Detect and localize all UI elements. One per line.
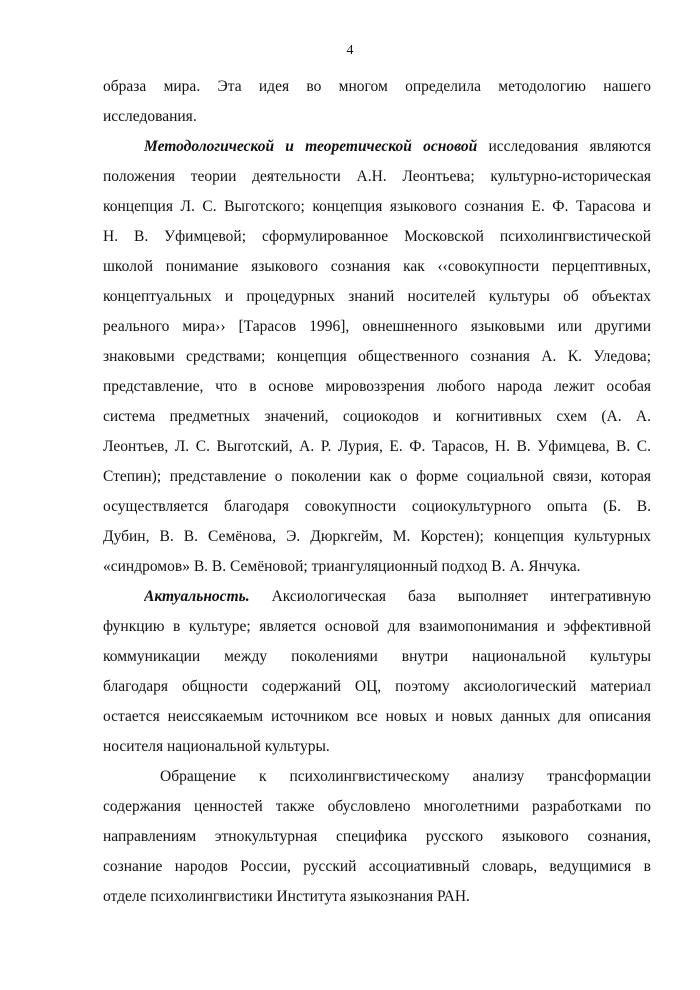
paragraph-2-line-2: положения теории деятельности А.Н. Леонтьева; культурно-историческая [103,168,651,185]
paragraph-2-line-10: система предметных значений, социокодов и когнитивных схем (А. А. [103,408,651,425]
paragraph-1-line-1: образа мира. Эта идея во многом определила методологию нашего [103,78,651,95]
paragraph-3-line-6: носителя национальной культуры. [103,738,330,755]
page-number: 4 [346,43,354,58]
paragraph-2-line-5: школой понимание языкового сознания как ‹‹совокупности перцептивных, [103,258,651,275]
paragraph-4-line-2: содержания ценностей также обусловлено многолетними разработками по [103,798,651,815]
paragraph-3-line-5: остается неиссякаемым источником все новых и новых данных для описания [103,708,651,725]
paragraph-4-line-3: направлениям этнокультурная специфика русского языкового сознания, [103,828,651,845]
paragraph-2-line-6: концептуальных и процедурных знаний носителей культуры об объектах [103,288,651,305]
paragraph-2-line-8: знаковыми средствами; концепция общественного сознания А. К. Уледова; [103,348,651,365]
paragraph-3-line-1 [144,582,651,612]
paragraph-2-line-13: осуществляется благодаря совокупности социокультурного опыта (Б. В. [103,498,651,515]
paragraph-3-line-4: благодаря общности содержаний ОЦ, поэтому аксиологический материал [103,678,651,695]
paragraph-2-line-11: Леонтьев, Л. С. Выготский, А. Р. Лурия, Е. Ф. Тарасов, Н. В. Уфимцева, В. С. [103,438,651,455]
paragraph-2-line-3: концепция Л. С. Выготского; концепция языкового сознания Е. Ф. Тарасова и [103,198,651,215]
paragraph-3-line-2: функцию в культуре; является основой для взаимопонимания и эффективной [103,618,651,635]
paragraph-4-line-4: сознание народов России, русский ассоциативный словарь, ведущимися в [103,858,651,875]
paragraph-3-line-1-text: Аксиологическая база выполняет интегративную [249,588,651,605]
paragraph-2-line-7: реального мира›› [Тарасов 1996], овнешненного языковыми или другими [103,318,651,335]
paragraph-2-line-4: Н. В. Уфимцевой; сформулированное Московской психолингвистической [103,228,651,245]
paragraph-4-line-5: отделе психолингвистики Института языкознания РАН. [103,888,470,905]
paragraph-2-line-15: «синдромов» В. В. Семёновой; триангуляционный подход В. А. Янчука. [103,558,581,575]
paragraph-4-line-1: Обращение к психолингвистическому анализу трансформации [160,768,651,785]
paragraph-2-line-9: представление, что в основе мировоззрения любого народа лежит особая [103,378,651,395]
paragraph-2-line-14: Дубин, В. В. Семёнова, Э. Дюркгейм, М. Корстен); концепция культурных [103,528,651,545]
paragraph-2-line-1-text: исследования являются [477,138,651,155]
paragraph-3-line-3: коммуникации между поколениями внутри национальной культуры [103,648,651,665]
paragraph-2-lead: Методологической и теоретической основой [144,138,478,155]
paragraph-2-line-1 [144,132,651,162]
paragraph-2-line-12: Степин); представление о поколении как о форме социальной связи, которая [103,468,651,485]
paragraph-3-lead: Актуальность. [144,588,250,605]
paragraph-1-line-2: исследования. [103,108,197,125]
